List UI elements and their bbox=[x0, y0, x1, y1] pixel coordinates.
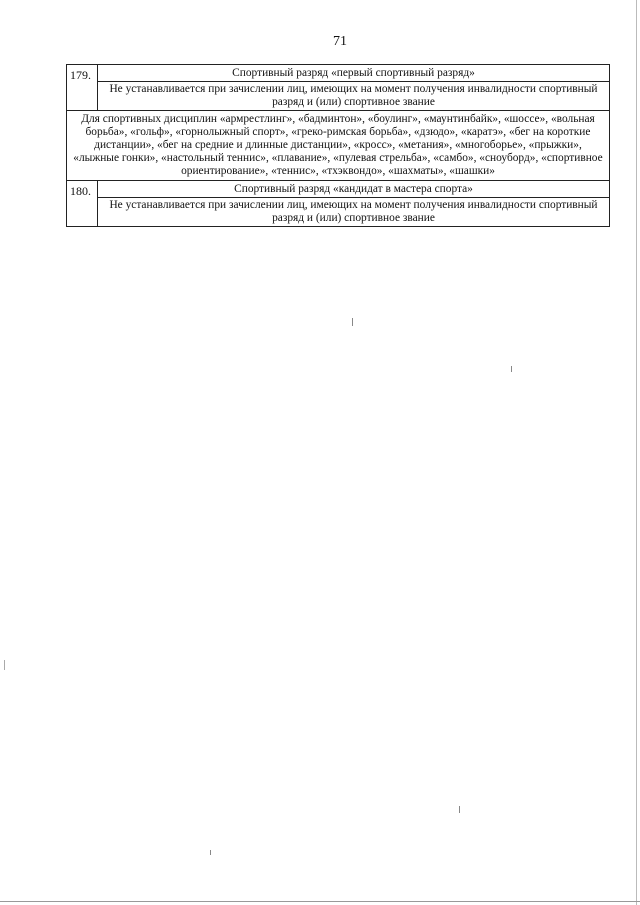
scan-speck bbox=[459, 806, 460, 813]
page-number: 71 bbox=[333, 34, 347, 49]
table-row bbox=[67, 82, 610, 111]
category-heading: Спортивный разряд «кандидат в мастера спорта» bbox=[98, 181, 610, 198]
rule-text: Не устанавливается при зачислении лиц, имеющих на момент получения инвалидности спортивный разряд и (или) спортивное звание bbox=[98, 82, 610, 111]
disciplines-note: Для спортивных дисциплин «армрестлинг», «бадминтон», «боулинг», «маунтинбайк», «шоссе», «вольная борьба», «гольф», «горнолыжный спорт», «греко-римская борьба», «дзюдо», «каратэ», «бег на короткие дистанции», «бег на средние и длинные дистанции», «кросс», «метания», «многоборье», «прыжки», «лыжные гонки», «настольный теннис», «плавание», «пулевая стрельба», «самбо», «сноуборд», «спортивное ориентирование», «теннис», «тхэквондо», «шахматы», «шашки» bbox=[67, 111, 610, 181]
scan-bottom-line bbox=[0, 901, 640, 902]
scan-edge-line bbox=[636, 0, 637, 905]
table-row bbox=[67, 198, 610, 227]
table-row bbox=[67, 111, 610, 181]
scan-speck bbox=[511, 366, 512, 372]
table-row bbox=[67, 181, 610, 198]
scan-speck bbox=[352, 318, 353, 326]
standards-table bbox=[66, 64, 610, 227]
table-row bbox=[67, 65, 610, 82]
category-heading: Спортивный разряд «первый спортивный разряд» bbox=[98, 65, 610, 82]
scan-speck bbox=[210, 850, 211, 855]
row-number: 179. bbox=[67, 65, 98, 111]
row-number: 180. bbox=[67, 181, 98, 227]
scan-speck bbox=[4, 660, 5, 670]
rule-text: Не устанавливается при зачислении лиц, имеющих на момент получения инвалидности спортивный разряд и (или) спортивное звание bbox=[98, 198, 610, 227]
